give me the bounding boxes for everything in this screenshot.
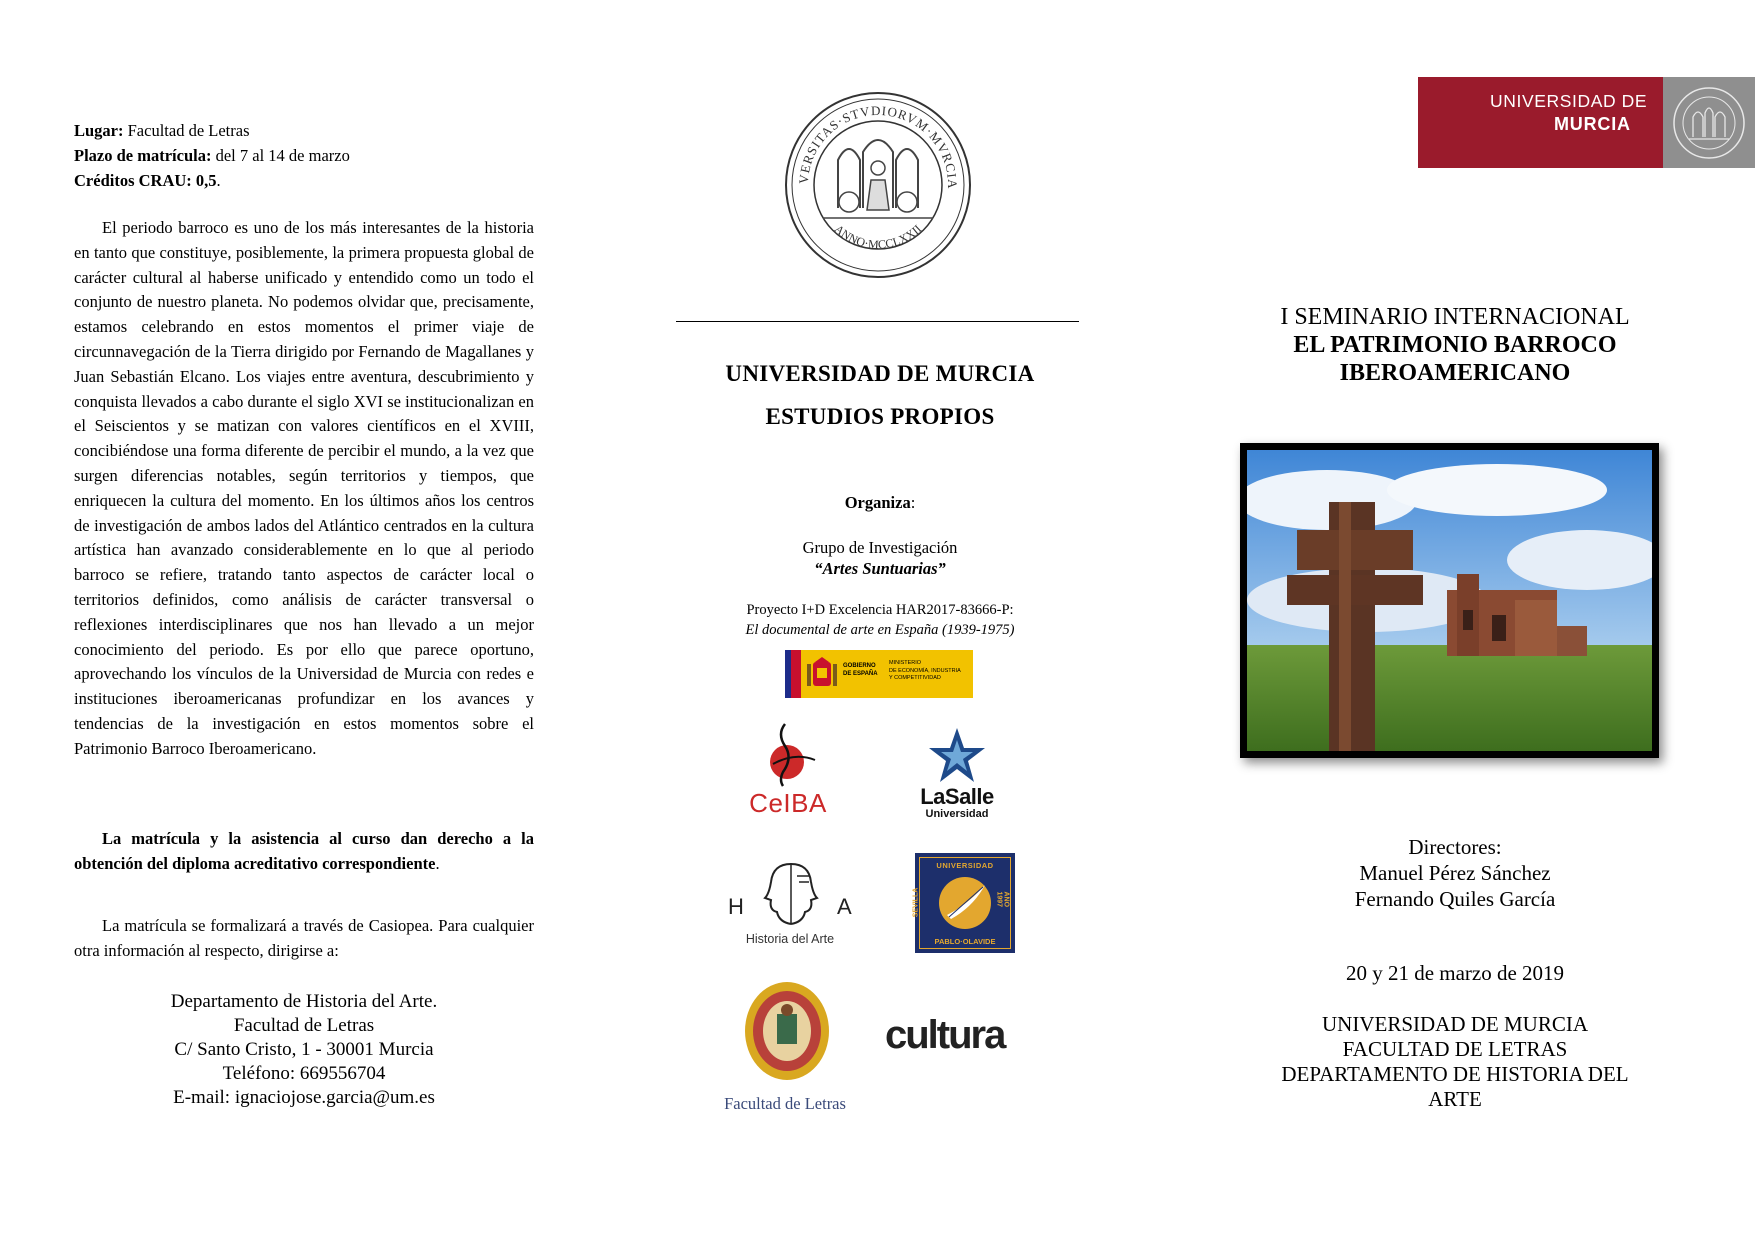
ministry-line-1: MINISTERIO	[889, 660, 922, 666]
plazo-label: Plazo de matrícula:	[74, 146, 212, 165]
project-code: Proyecto I+D Excelencia HAR2017-83666-P:	[746, 602, 1014, 618]
lugar-line	[74, 118, 350, 143]
pablo-top-text: UNIVERSIDAD	[936, 861, 994, 870]
enrollment-paragraph: La matrícula se formalizará a través de Casiopea. Para cualquier otra información al respecto, dirigirse a:	[74, 916, 534, 960]
intro-paragraph: El periodo barroco es uno de los más interesantes de la historia en tanto que constituye, posiblemente, la primera propuesta global de carácter cultural al haberse unificado y entendido como un todo el conjunto de nuestro planeta. No podemos olvidar que, precisamente, estamos celebrando en estos momentos el primer viaje de circunnavegación de la Tierra dirigido por Fernando de Magallanes y Juan Sebastián Elcano. Los viajes entre aventura, descubrimiento y conquista llevados a cabo durante el siglo XVI se institucionalizan en el Seiscientos y se matizan con valores científicos en el XVIII, concibiéndose una forma diferente de percibir el mundo, a la vez que surgen diferencias notables, según territorios y tiempos, que enriquecen la cultura del momento. En los últimos años los centros de investigación de ambos lados del Atlántico centrados en la cultura artística han avanzado considerablemente en lo que al periodo barroco se refiere, tratando tanto aspectos de carácter local o territorios definidos, como análisis de carácter transversal o reflexiones interdisciplinares que nos han llevado a un mejor conocimiento del periodo. Es por ello que parece oportuno, aprovechando los vínculos de la Universidad de Murcia con redes e instituciones iberoamericanas profundizar en los avances y tendencias de la investigación en estos momentos sobre el Patrimonio Barroco Iberoamericano.	[74, 218, 534, 758]
um-logo-line1: UNIVERSIDAD DE	[1490, 91, 1648, 111]
university-title: UNIVERSIDAD DE MURCIA	[725, 361, 1035, 386]
lugar-label: Lugar:	[74, 121, 124, 140]
creditos-dot: .	[216, 171, 221, 190]
universidad-murcia-logo	[1418, 77, 1755, 168]
group-name: “Artes Suntuarias”	[814, 559, 946, 578]
ministry-line-2: DE ECONOMÍA, INDUSTRIA	[889, 667, 961, 674]
spain-coat-of-arms-icon	[805, 656, 839, 692]
facultad-shield-icon	[743, 980, 831, 1082]
facultad-caption: Facultad de Letras	[724, 1094, 846, 1113]
director-2: Fernando Quiles García	[1354, 887, 1556, 911]
seminar-line1: I SEMINARIO INTERNACIONAL	[1280, 304, 1630, 330]
directors-label: Directores:	[1408, 835, 1502, 859]
university-seal-icon	[783, 90, 973, 280]
programme-title: ESTUDIOS PROPIOS	[765, 404, 995, 429]
seminar-line2: EL PATRIMONIO BARROCO	[1293, 332, 1617, 358]
cultura-logo: cultura	[885, 1013, 1005, 1057]
gov-line-2: DE ESPAÑA	[843, 671, 878, 677]
stone-cross-ruins-image	[1247, 450, 1652, 751]
pablo-left-text: SEVILLA	[912, 887, 920, 918]
contact-address: C/ Santo Cristo, 1 - 30001 Murcia	[174, 1039, 434, 1060]
um-logo-line2: MURCIA	[1554, 114, 1631, 134]
celba-emblem-icon	[755, 722, 825, 788]
project-title: El documental de arte en España (1939-1975)	[745, 622, 1015, 638]
gov-text	[843, 662, 878, 678]
organiza-label: Organiza	[844, 493, 911, 512]
um-seal-icon	[1671, 85, 1747, 161]
seal-text-top: VERSITAS·STVDIORVM·MVRCIA	[795, 102, 961, 190]
contact-dept: Departamento de Historia del Arte.	[170, 991, 438, 1012]
flag-stripe-red	[791, 650, 801, 698]
plazo-value: del 7 al 14 de marzo	[211, 146, 350, 165]
plazo-line	[74, 143, 350, 168]
contact-phone: Teléfono: 669556704	[222, 1063, 386, 1084]
gobierno-espana-logo	[785, 650, 973, 698]
pablo-bottom-text: PABLO·OLAVIDE	[934, 937, 996, 946]
seminar-title	[1230, 303, 1680, 387]
um-logo-seal-panel	[1663, 77, 1755, 168]
hda-letter-a: A	[837, 894, 852, 919]
directors-block	[1230, 834, 1680, 912]
lasalle-subtext: Universidad	[925, 808, 989, 820]
ministry-text	[889, 660, 961, 683]
diploma-dot: .	[435, 853, 440, 873]
gov-line-1: GOBIERNO	[843, 663, 876, 669]
pablo-olavide-logo	[912, 853, 1015, 953]
facultad-letras-logo	[715, 980, 855, 1120]
venue-line4: ARTE	[1428, 1087, 1482, 1111]
creditos-label: Créditos CRAU: 0,5	[74, 171, 217, 190]
diploma-paragraph	[74, 827, 534, 877]
contact-email: E-mail: ignaciojose.garcia@um.es	[173, 1087, 435, 1108]
lasalle-text: LaSalle	[920, 784, 994, 809]
hda-letter-h: H	[728, 894, 744, 919]
project-info	[675, 600, 1085, 640]
lugar-value: Facultad de Letras	[123, 121, 250, 140]
lasalle-logo	[907, 726, 1007, 826]
lasalle-star-icon	[925, 726, 989, 788]
venue-line3: DEPARTAMENTO DE HISTORIA DEL	[1281, 1062, 1629, 1086]
venue-line2: FACULTAD DE LETRAS	[1342, 1037, 1568, 1061]
organiza-colon: :	[910, 493, 916, 512]
ministry-line-3: Y COMPETITIVIDAD	[889, 675, 941, 681]
course-info	[74, 118, 350, 193]
director-1: Manuel Pérez Sánchez	[1359, 861, 1551, 885]
venue-line1: UNIVERSIDAD DE MURCIA	[1322, 1012, 1588, 1036]
creditos-line	[74, 168, 350, 193]
event-date: 20 y 21 de marzo de 2019	[1345, 961, 1565, 985]
celba-text: CeIBA	[749, 788, 827, 818]
pablo-quill-icon	[937, 875, 993, 931]
seminar-line3: IBEROAMERICANO	[1339, 360, 1571, 386]
hda-caption: Historia del Arte	[745, 932, 835, 946]
historia-arte-logo	[715, 860, 865, 952]
celba-logo	[733, 722, 843, 822]
pablo-right-text: AÑO 1997	[995, 891, 1010, 908]
contact-faculty: Facultad de Letras	[233, 1015, 375, 1036]
organiza-line	[675, 492, 1085, 513]
diploma-text: La matrícula y la asistencia al curso dan derecho a la obtención del diploma acreditativo correspondiente	[74, 829, 534, 873]
group-label: Grupo de Investigación	[802, 538, 958, 557]
seal-text-bottom: ANNO·MCCLXXII	[831, 221, 925, 252]
divider-line	[676, 321, 1079, 322]
research-group	[675, 537, 1085, 579]
historia-arte-faces-icon	[743, 860, 839, 928]
venue-block	[1230, 1012, 1680, 1112]
contact-block	[74, 990, 534, 1110]
mission-ruins-photo	[1240, 443, 1659, 758]
